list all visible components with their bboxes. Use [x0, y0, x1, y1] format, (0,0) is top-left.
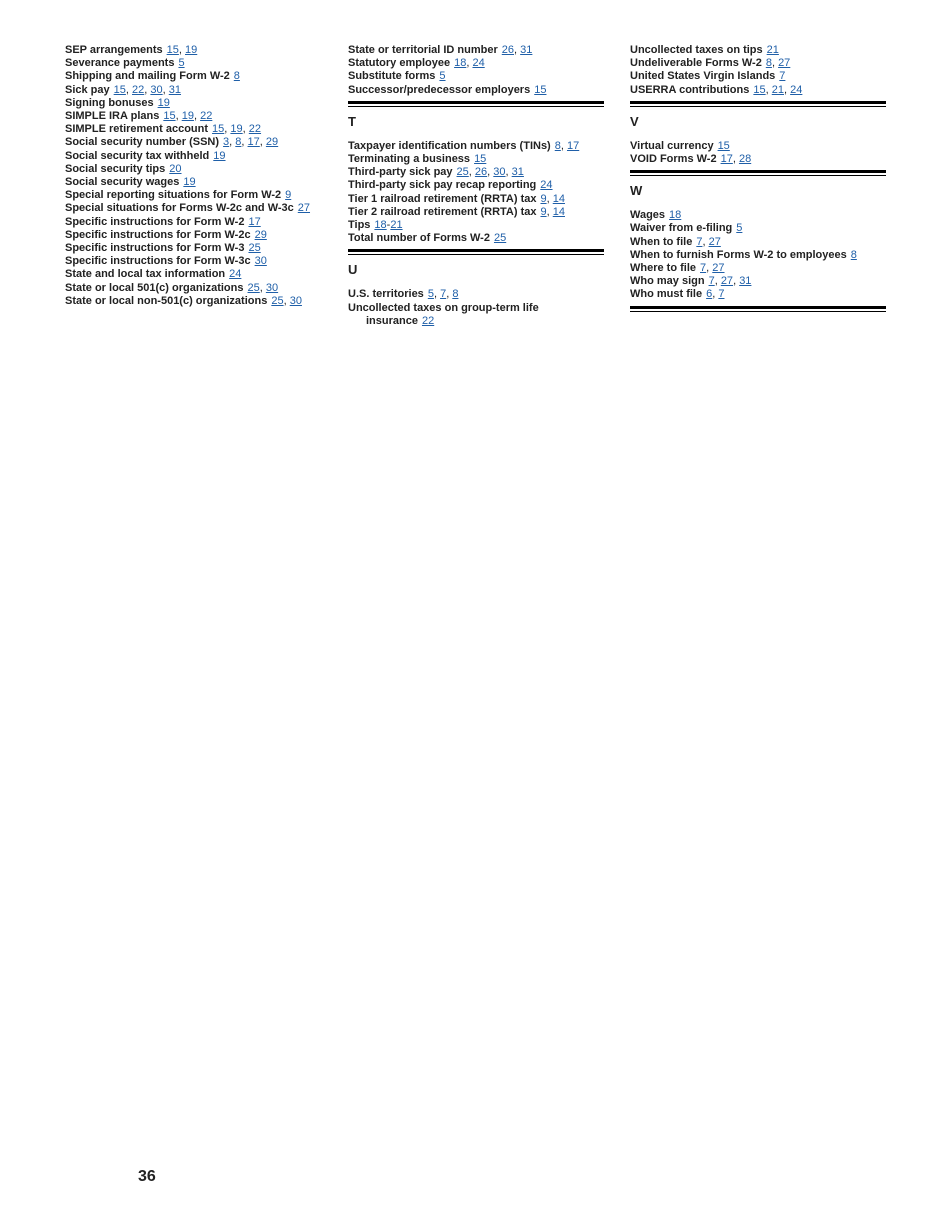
page-separator: , [466, 57, 473, 70]
page-references [706, 288, 724, 300]
page-references [502, 44, 533, 56]
page-references [163, 110, 212, 122]
page-link[interactable]: 27 [778, 57, 791, 70]
page-link[interactable]: 30 [289, 294, 302, 307]
index-entry [65, 110, 321, 123]
page-link[interactable]: 7 [779, 70, 786, 83]
page-references [721, 153, 752, 165]
page-separator: , [771, 57, 779, 70]
index-term: Uncollected taxes on tips [630, 44, 763, 56]
page-separator: , [144, 83, 151, 96]
page-link[interactable]: 31 [739, 275, 752, 288]
page-references [255, 255, 267, 267]
page-link[interactable]: 21 [766, 44, 779, 56]
index-term: Social security wages [65, 176, 180, 189]
page-separator: , [193, 110, 201, 123]
page-link[interactable]: 15 [212, 123, 225, 136]
index-term: Sick pay [65, 83, 110, 96]
page-references [779, 70, 785, 82]
index-term: State or local non-501(c) organizations [65, 294, 268, 307]
page-link[interactable]: 6 [706, 288, 713, 301]
page-link[interactable]: 19 [185, 44, 198, 56]
page-link[interactable]: 17 [720, 153, 733, 166]
page-link[interactable]: 30 [493, 166, 506, 179]
page-separator: , [733, 275, 740, 288]
page-link[interactable]: 28 [738, 153, 752, 166]
page-separator: , [125, 83, 133, 96]
page-references [718, 140, 730, 152]
page-link[interactable]: 24 [540, 179, 553, 192]
index-term: Shipping and mailing Form W-2 [65, 70, 230, 83]
index-term: Tips [348, 219, 371, 232]
index-letter-heading: W [630, 183, 643, 199]
page-references [555, 140, 580, 152]
index-entry [348, 44, 604, 57]
index-entry [65, 163, 321, 176]
page-link[interactable]: 27 [720, 275, 734, 288]
page-separator: - [386, 219, 391, 232]
index-entry [348, 57, 604, 70]
page-separator: , [784, 83, 791, 96]
index-term: Signing bonuses [65, 96, 154, 109]
page-link[interactable]: 15 [474, 153, 487, 166]
page-separator: , [178, 44, 185, 56]
index-entry [348, 232, 604, 245]
index-term: Statutory employee [348, 57, 451, 70]
page-link[interactable]: 7 [696, 235, 703, 248]
page-separator: , [514, 44, 521, 56]
section-divider [348, 249, 604, 255]
page-link[interactable]: 8 [233, 70, 240, 83]
page-separator: , [714, 275, 721, 288]
index-term: Severance payments [65, 57, 175, 70]
index-entry [630, 57, 886, 70]
page-references [114, 84, 181, 96]
index-entry [65, 150, 321, 163]
page-link[interactable]: 25 [456, 166, 469, 179]
page-link[interactable]: 7 [708, 275, 715, 288]
page-references [285, 189, 291, 201]
page-references [709, 275, 752, 287]
page-references [158, 97, 170, 109]
index-entry [348, 153, 604, 166]
page-link[interactable]: 22 [421, 314, 435, 327]
index-entry [65, 176, 321, 189]
index-entry [348, 288, 604, 301]
index-column-1 [65, 44, 321, 308]
index-entry [348, 140, 604, 153]
page-separator: , [546, 205, 553, 218]
page-link[interactable]: 27 [297, 202, 311, 215]
index-entry [65, 70, 321, 83]
page-link[interactable]: 19 [157, 96, 170, 109]
page-separator: , [706, 262, 713, 275]
page-link[interactable]: 24 [790, 83, 803, 96]
index-entry [65, 255, 321, 268]
page-separator: , [712, 288, 719, 301]
index-term: Total number of Forms W-2 [348, 232, 490, 245]
page-references [374, 219, 402, 231]
page-link[interactable]: 15 [113, 83, 126, 96]
page-link[interactable]: 17 [247, 136, 260, 149]
index-entry [630, 44, 886, 57]
index-entry [65, 123, 321, 136]
page-references [454, 57, 485, 69]
page-link[interactable]: 22 [200, 110, 213, 123]
index-term: Specific instructions for Form W-3c [65, 255, 251, 268]
page-separator: , [505, 166, 512, 179]
index-column-3 [630, 44, 886, 320]
index-term: Third-party sick pay [348, 166, 453, 179]
index-entry [348, 206, 604, 219]
page-link[interactable]: 19 [213, 149, 226, 162]
page-link[interactable]: 25 [493, 232, 507, 245]
page-references [169, 163, 181, 175]
index-term: Who must file [630, 288, 703, 301]
page-references [183, 176, 195, 188]
page-link[interactable]: 15 [163, 110, 176, 123]
page-separator: , [259, 136, 266, 149]
index-entry [348, 193, 604, 206]
index-term: Wages [630, 209, 666, 222]
page-references [271, 295, 302, 307]
page-link[interactable]: 8 [850, 248, 857, 261]
index-term: Social security number (SSN) [65, 136, 220, 149]
index-term: United States Virgin Islands [630, 70, 776, 83]
index-term: Special reporting situations for Form W-2 [65, 189, 282, 202]
page-separator: , [175, 110, 182, 123]
page-separator: , [242, 123, 249, 136]
index-term: Specific instructions for Form W-2 [65, 215, 245, 228]
index-term: Social security tips [65, 162, 166, 175]
index-term: When to file [630, 235, 693, 248]
page-link[interactable]: 14 [552, 205, 565, 218]
page-link[interactable]: 31 [511, 166, 524, 179]
page-link[interactable]: 19 [183, 176, 196, 189]
page-link[interactable]: 14 [552, 192, 565, 205]
page-separator: , [241, 136, 248, 149]
index-term: Who may sign [630, 275, 705, 288]
page-number: 36 [138, 1168, 156, 1185]
page-separator: , [446, 288, 453, 301]
index-term: State or local 501(c) organizations [65, 281, 244, 294]
page-references [767, 44, 779, 56]
page-references [248, 282, 279, 294]
page-references [696, 236, 721, 248]
section-divider [630, 306, 886, 312]
index-entry [630, 70, 886, 83]
page-references [255, 229, 267, 241]
index-entry [348, 302, 604, 328]
page-references [298, 202, 310, 214]
index-entry [348, 179, 604, 192]
page-separator: , [229, 136, 236, 149]
page-link[interactable]: 24 [229, 268, 242, 281]
page-link[interactable]: 26 [501, 44, 515, 56]
index-entry [65, 136, 321, 149]
page-references [753, 84, 802, 96]
page-references [669, 209, 681, 221]
page-link[interactable]: 9 [285, 189, 292, 202]
page-references [178, 57, 184, 69]
page-link[interactable]: 30 [265, 281, 279, 294]
page-link[interactable]: 22 [132, 83, 145, 96]
page-references [167, 44, 198, 56]
page-link[interactable]: 29 [254, 228, 267, 241]
index-term: Uncollected taxes on group-term life insurance [348, 301, 539, 327]
page-link[interactable]: 30 [150, 83, 163, 96]
index-term: Successor/predecessor employers [348, 83, 531, 96]
page-link[interactable]: 21 [771, 83, 784, 96]
page-link[interactable]: 8 [235, 136, 242, 149]
page-references [428, 288, 459, 300]
index-term: Undeliverable Forms W-2 [630, 57, 762, 70]
page-link[interactable]: 9 [540, 192, 547, 205]
index-term: Tier 2 railroad retirement (RRTA) tax [348, 205, 537, 218]
page-link[interactable]: 8 [554, 139, 561, 152]
page-references [422, 315, 434, 327]
page-separator: , [259, 281, 266, 294]
index-entry [65, 84, 321, 97]
page-link[interactable]: 26 [474, 166, 488, 179]
index-term: Third-party sick pay recap reporting [348, 179, 537, 192]
page-link[interactable]: 15 [717, 139, 730, 152]
index-entry [65, 189, 321, 202]
index-term: Social security tax withheld [65, 149, 210, 162]
page-link[interactable]: 5 [736, 222, 743, 235]
index-entry [348, 219, 604, 232]
index-term: Tier 1 railroad retirement (RRTA) tax [348, 192, 537, 205]
index-entry [348, 166, 604, 179]
page-link[interactable]: 15 [753, 83, 766, 96]
page-separator: , [732, 153, 739, 166]
page-link[interactable]: 22 [248, 123, 262, 136]
page-link[interactable]: 20 [169, 162, 182, 175]
page-link[interactable]: 9 [540, 205, 547, 218]
page-references [223, 136, 278, 148]
index-term: Virtual currency [630, 139, 714, 152]
page-link[interactable]: 30 [254, 255, 267, 268]
index-term: State or territorial ID number [348, 44, 498, 56]
index-entry [630, 262, 886, 275]
page-references [213, 150, 225, 162]
page-references [229, 268, 241, 280]
index-entry [65, 97, 321, 110]
page-link[interactable]: 27 [712, 262, 725, 275]
index-term: Waiver from e-filing [630, 222, 733, 235]
index-term: State and local tax information [65, 268, 226, 281]
page-separator: , [765, 83, 772, 96]
index-letter-heading: U [348, 262, 358, 278]
index-term: USERRA contributions [630, 83, 750, 96]
page-link[interactable]: 3 [223, 136, 230, 149]
page-link[interactable]: 25 [271, 294, 284, 307]
page-references [234, 70, 240, 82]
page-link[interactable]: 8 [452, 288, 459, 301]
page-references [248, 216, 260, 228]
page-link[interactable]: 7 [700, 262, 707, 275]
page-link[interactable]: 17 [566, 139, 580, 152]
page-link[interactable]: 5 [427, 288, 434, 301]
page-references [700, 262, 725, 274]
page-link[interactable]: 18 [454, 57, 467, 70]
index-term: U.S. territories [348, 288, 424, 301]
page-link[interactable]: 18 [669, 209, 682, 222]
index-entry [65, 44, 321, 57]
page-link[interactable]: 5 [439, 70, 446, 83]
page-link[interactable]: 15 [534, 83, 547, 96]
page-separator: , [560, 139, 567, 152]
index-entry [65, 295, 321, 308]
page-references [439, 70, 445, 82]
index-entry [630, 153, 886, 166]
page-link[interactable]: 7 [718, 288, 725, 301]
index-entry [630, 236, 886, 249]
page-separator: , [283, 294, 290, 307]
page-link[interactable]: 8 [765, 57, 772, 70]
page-link[interactable]: 25 [247, 281, 260, 294]
page-link[interactable]: 18 [374, 219, 387, 232]
index-entry [630, 249, 886, 262]
page-references [494, 232, 506, 244]
index-entry [65, 202, 321, 215]
page-references [540, 179, 552, 191]
index-entry [65, 268, 321, 281]
page-references [766, 57, 791, 69]
index-entry [630, 84, 886, 97]
page-link[interactable]: 15 [166, 44, 179, 56]
page-link[interactable]: 19 [181, 110, 194, 123]
page-link[interactable]: 27 [708, 235, 721, 248]
index-entry [65, 282, 321, 295]
page-separator: , [162, 83, 169, 96]
page-references [736, 222, 742, 234]
index-entry [65, 57, 321, 70]
page-separator: , [433, 288, 441, 301]
index-term: SEP arrangements [65, 44, 163, 56]
index-entry [348, 70, 604, 83]
page-references [540, 206, 565, 218]
index-entry [630, 140, 886, 153]
index-term: Specific instructions for Form W-3 [65, 242, 245, 255]
index-term: When to furnish Forms W-2 to employees [630, 248, 847, 261]
page-references [534, 84, 546, 96]
section-divider [630, 101, 886, 107]
page-link[interactable]: 24 [472, 57, 485, 70]
page-separator: , [487, 166, 494, 179]
index-column-2 [348, 44, 604, 328]
index-term: Terminating a business [348, 153, 471, 166]
page-link[interactable]: 31 [520, 44, 533, 56]
index-term: VOID Forms W-2 [630, 153, 717, 166]
page-references [851, 249, 857, 261]
page-references [474, 153, 486, 165]
index-letter-heading: T [348, 113, 356, 129]
page-separator: , [546, 192, 553, 205]
page-link[interactable]: 19 [230, 123, 243, 136]
index-entry [65, 229, 321, 242]
index-entry [348, 84, 604, 97]
page-link[interactable]: 31 [168, 83, 182, 96]
page-link[interactable]: 17 [248, 215, 261, 228]
page-references [457, 166, 524, 178]
index-term: Special situations for Forms W-2c and W-3c [65, 202, 294, 215]
index-term: Taxpayer identification numbers (TINs) [348, 139, 551, 152]
section-divider [348, 101, 604, 107]
section-divider [630, 170, 886, 176]
page-link[interactable]: 21 [390, 219, 403, 232]
index-entry [65, 242, 321, 255]
index-entry [630, 209, 886, 222]
page-link[interactable]: 7 [440, 288, 447, 301]
page-separator: , [468, 166, 475, 179]
index-term: SIMPLE IRA plans [65, 110, 160, 123]
index-term: Where to file [630, 262, 697, 275]
page-references [248, 242, 260, 254]
index-term: SIMPLE retirement account [65, 123, 209, 136]
index-letter-heading: V [630, 113, 639, 129]
index-entry [65, 216, 321, 229]
page-link[interactable]: 5 [178, 57, 185, 70]
page-separator: , [702, 235, 709, 248]
index-term: Specific instructions for Form W-2c [65, 228, 251, 241]
page-references [212, 123, 261, 135]
index-term: Substitute forms [348, 70, 436, 83]
page-link[interactable]: 29 [265, 136, 279, 149]
page-link[interactable]: 25 [248, 242, 261, 255]
page-references [540, 193, 565, 205]
index-entry [630, 275, 886, 288]
index-entry [630, 288, 886, 301]
page-separator: , [224, 123, 231, 136]
index-entry [630, 222, 886, 235]
